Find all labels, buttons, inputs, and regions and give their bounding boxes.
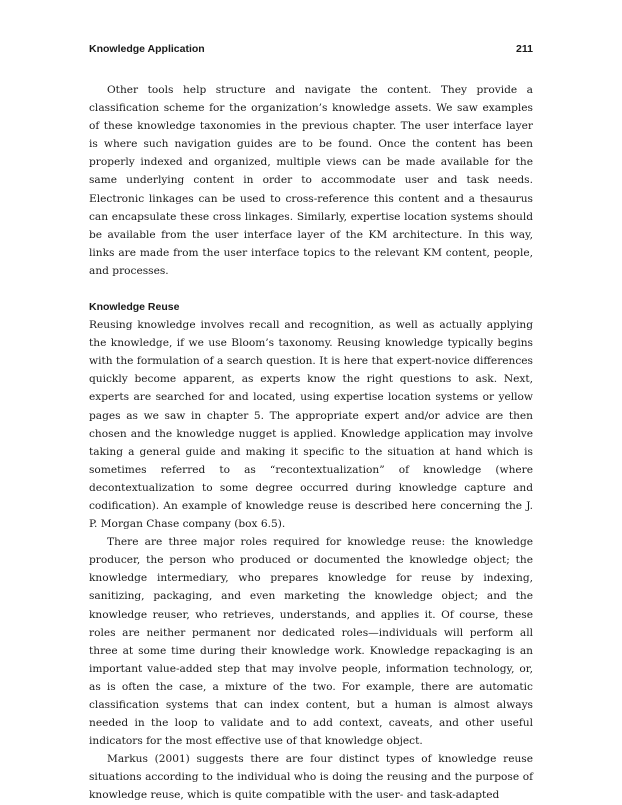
running-head-title: Knowledge Application: [89, 43, 205, 55]
paragraph: Reusing knowledge involves recall and recognition, as well as actually applying the knowledge, if we use Bloom’s taxonomy. Reusing knowledge typically begins with the formulation of a search question. It is here that expert-novice differences quickly become apparent, as experts know the right questions to ask. Next, experts are searched for and located, using expertise location systems or yellow pages as we saw in chapter 5. The appropriate expert and/or advice are then chosen and the knowledge nugget is applied. Knowledge application may involve taking a general guide and making it specific to the situation at hand which is sometimes referred to as “recontextualization” of knowledge (where decontextualization to some degree occurred during knowledge capture and codification). An example of knowledge reuse is described here concerning the J. P. Morgan Chase company (box 6.5).: [89, 319, 533, 531]
paragraph: Markus (2001) suggests there are four distinct types of knowledge reuse situations according to the individual who is doing the reusing and the purpose of knowledge reuse, which is quite compatible with the user- and task-adapted: [89, 753, 533, 802]
body-text: [89, 81, 533, 805]
paragraph: There are three major roles required for knowledge reuse: the knowledge producer, the person who produced or documented the knowledge object; the knowledge intermediary, who prepares knowledge for reuse by indexing, sanitizing, packaging, and even marketing the knowledge object; and the knowledge reuser, who retrieves, understands, and applies it. Of course, these roles are neither permanent nor dedicated roles—individuals will perform all three at some time during their knowledge work. Knowledge repackaging is an important value-added step that may involve people, information technology, or, as is often the case, a mixture of the two. For example, there are automatic classification systems that can index content, but a human is almost always needed in the loop to validate and to add context, caveats, and other useful indicators for the most effective use of that knowledge object.: [89, 536, 533, 748]
paragraph: Other tools help structure and navigate the content. They provide a classification scheme for the organization’s knowledge assets. We saw examples of these knowledge taxonomies in the previous chapter. The user interface layer is where such navigation guides are to be found. Once the content has been properly indexed and organized, multiple views can be made available for the same underlying content in order to accommodate user and task needs. Electronic linkages can be used to cross-reference this content and a thesaurus can encapsulate these cross linkages. Similarly, expertise location systems should be available from the user interface layer of the KM architecture. In this way, links are made from the user interface topics to the relevant KM content, people, and processes.: [89, 84, 533, 277]
section-heading: Knowledge Reuse: [89, 301, 180, 314]
page-number: 211: [516, 43, 533, 55]
running-head: [89, 42, 533, 56]
